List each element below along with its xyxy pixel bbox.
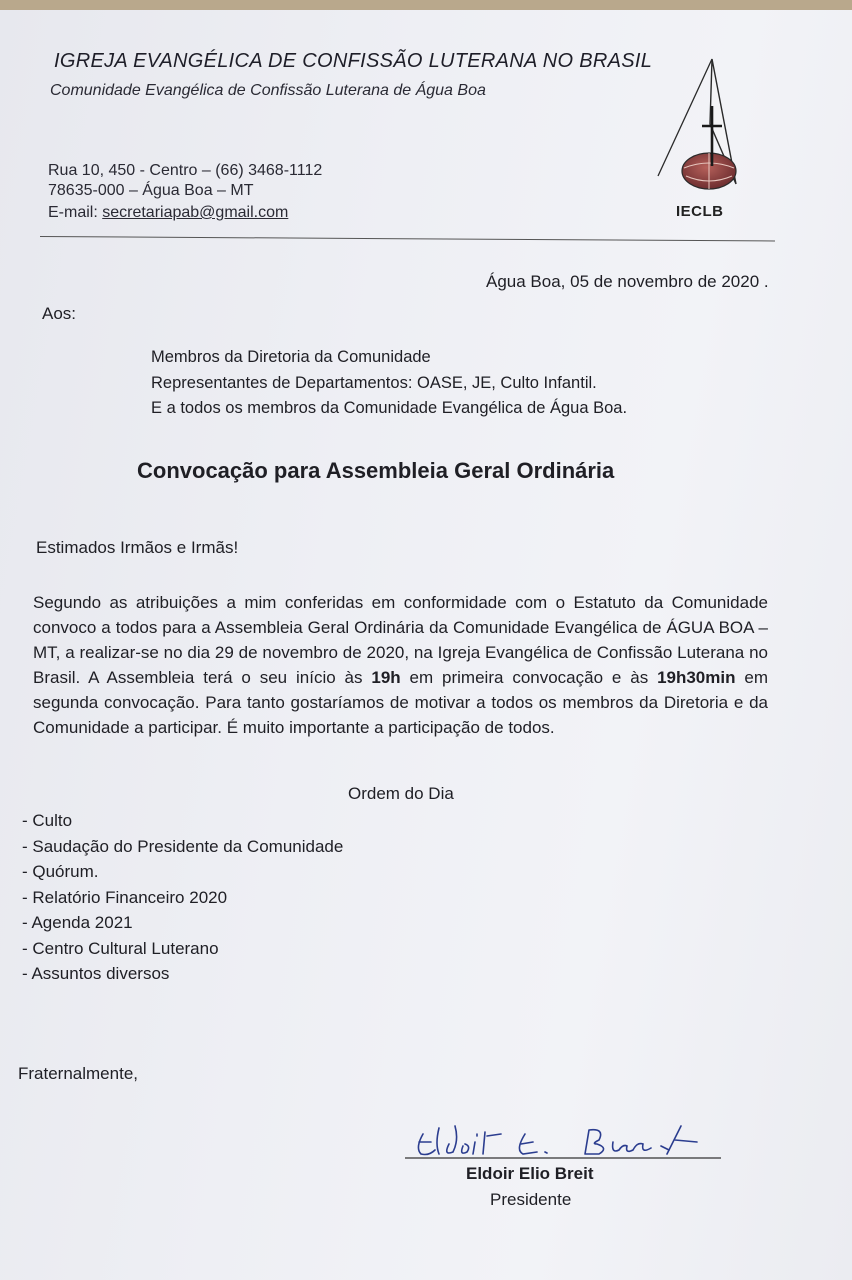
church-name: IGREJA EVANGÉLICA DE CONFISSÃO LUTERANA NO BRASIL	[54, 50, 653, 72]
email-link[interactable]: secretariapab@gmail.com	[102, 204, 289, 221]
handwritten-signature	[405, 1120, 725, 1170]
greeting: Estimados Irmãos e Irmãs!	[36, 538, 239, 557]
header-divider	[40, 236, 775, 241]
cross-and-globe-icon	[652, 54, 752, 204]
signer-role: Presidente	[490, 1190, 572, 1209]
agenda-item: - Agenda 2021	[22, 913, 133, 932]
to-label: Aos:	[42, 304, 77, 323]
agenda-item: - Quórum.	[22, 862, 99, 881]
address-line-1: Rua 10, 450 - Centro – (66) 3468-1112	[48, 162, 323, 179]
agenda-item: - Culto	[22, 811, 73, 830]
second-call-time: 19h30min	[657, 668, 736, 687]
first-call-time: 19h	[371, 668, 401, 687]
logo-text: IECLB	[676, 203, 724, 220]
agenda-list	[22, 808, 343, 987]
email-line	[48, 204, 288, 222]
recipient-line: Representantes de Departamentos: OASE, JE, Culto Infantil.	[151, 374, 597, 392]
signer-name: Eldoir Elio Breit	[466, 1164, 594, 1183]
address-line-2: 78635-000 – Água Boa – MT	[48, 182, 254, 199]
letter-title: Convocação para Assembleia Geral Ordinária	[137, 458, 615, 483]
recipient-line: E a todos os membros da Comunidade Evangélica de Água Boa.	[151, 399, 628, 417]
agenda-item: - Assuntos diversos	[22, 964, 170, 983]
agenda-item: - Saudação do Presidente da Comunidade	[22, 836, 344, 856]
community-name: Comunidade Evangélica de Confissão Luterana de Água Boa	[50, 82, 486, 99]
email-label: E-mail:	[48, 204, 103, 221]
closing: Fraternalmente,	[18, 1064, 138, 1083]
recipient-line: Membros da Diretoria da Comunidade	[151, 348, 431, 366]
letter-page	[0, 10, 852, 1280]
agenda-title: Ordem do Dia	[348, 784, 454, 803]
agenda-item: - Relatório Financeiro 2020	[22, 887, 228, 907]
agenda-item: - Centro Cultural Luterano	[22, 938, 219, 958]
letter-date: Água Boa, 05 de novembro de 2020 .	[486, 272, 769, 291]
letter-body: Segundo as atribuições a mim conferidas em conformidade com o Estatuto da Comunidade convoco a todos para a Assembleia Geral Ordinária da Comunidade Evangélica de ÁGUA BOA – MT, a realizar-se no dia 29 de novembro de 2020, na Igreja Evangélica de Confissão Luterana no Brasil. A Assembleia terá o seu início às 19h em primeira convocação e às 19h30min em segunda convocação. Para tanto gostaríamos de motivar a todos os membros da Diretoria e da Comunidade a participar. É muito importante a participação de todos.	[33, 593, 768, 737]
